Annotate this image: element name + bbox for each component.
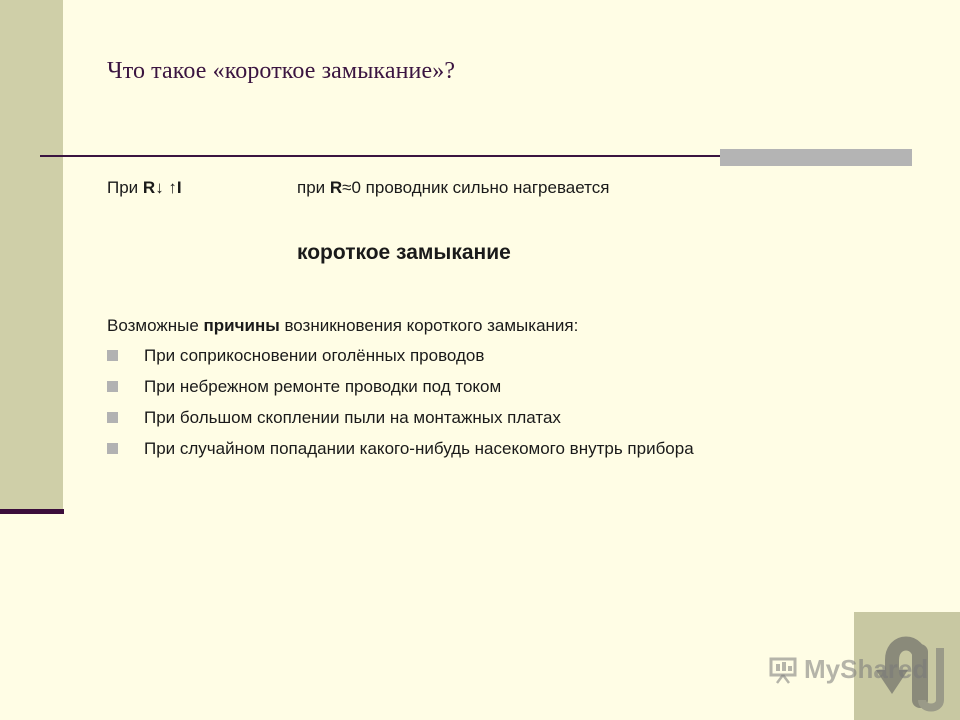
list-item <box>107 376 694 407</box>
resistance-current-relation <box>107 178 182 197</box>
heating-text: ≈0 проводник сильно нагревается <box>342 178 610 197</box>
left-decor-bar-foot <box>0 509 64 514</box>
resistance-current-line <box>107 178 610 198</box>
intro-suffix: возникновения короткого замыкания: <box>279 316 579 335</box>
heating-statement <box>297 178 609 198</box>
text-prefix: при <box>297 178 330 197</box>
square-bullet-icon <box>107 381 118 392</box>
list-item <box>107 438 694 469</box>
list-item-text: При небрежном ремонте проводки под током <box>144 377 502 396</box>
causes-intro <box>107 316 578 336</box>
list-item <box>107 407 694 438</box>
symbol-i: I <box>176 178 182 197</box>
short-circuit-term: короткое замыкание <box>297 241 511 264</box>
watermark <box>768 654 928 685</box>
arrows: ↓ ↑ <box>155 178 177 197</box>
watermark-text: MyShared <box>804 654 929 684</box>
list-item-text: При случайном попадании какого-нибудь насекомого внутрь прибора <box>144 439 694 458</box>
square-bullet-icon <box>107 412 118 423</box>
intro-prefix: Возможные <box>107 316 204 335</box>
list-item-text: При соприкосновении оголённых проводов <box>144 346 485 365</box>
square-bullet-icon <box>107 443 118 454</box>
causes-list <box>107 345 694 469</box>
slide-title: Что такое «короткое замыкание»? <box>107 58 456 84</box>
list-item <box>107 345 694 376</box>
presentation-board-icon <box>768 655 798 685</box>
left-decor-bar <box>0 0 63 510</box>
list-item-text: При большом скоплении пыли на монтажных платах <box>144 408 561 427</box>
square-bullet-icon <box>107 350 118 361</box>
symbol-r: R <box>142 178 156 197</box>
divider-accent-block <box>720 149 912 166</box>
symbol-r: R <box>329 178 343 197</box>
intro-bold-word: причины <box>203 316 280 335</box>
text-prefix: При <box>107 178 143 197</box>
